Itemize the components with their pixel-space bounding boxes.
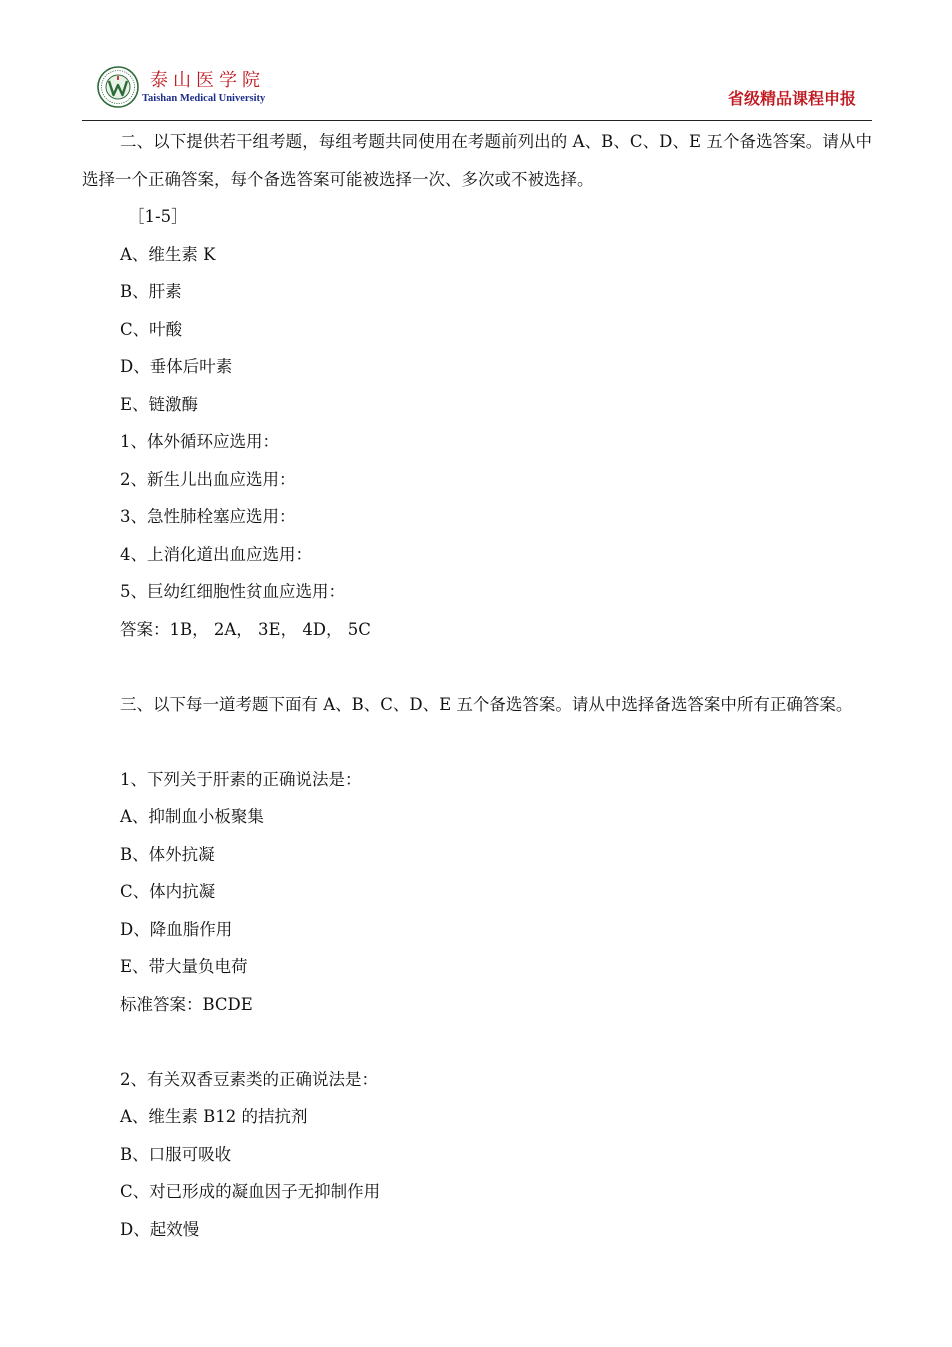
question-2: 2、新生儿出血应选用： bbox=[120, 469, 296, 489]
q1-option-c: C、体内抗凝 bbox=[120, 882, 216, 901]
university-name-cn: 泰山医学院 bbox=[150, 70, 265, 91]
q1-option-e: E、带大量负电荷 bbox=[120, 957, 248, 976]
q1-option-a: A、抑制血小板聚集 bbox=[120, 807, 264, 826]
university-name-en: Taishan Medical University bbox=[142, 93, 266, 104]
document-body bbox=[82, 123, 872, 1248]
q1-stem: 1、下列关于肝素的正确说法是： bbox=[120, 769, 362, 789]
blank-line bbox=[82, 1023, 872, 1061]
course-tag: 省级精品课程申报 bbox=[727, 89, 856, 108]
option-d: D、垂体后叶素 bbox=[120, 357, 233, 376]
header-divider bbox=[82, 120, 872, 121]
q2-option-a: A、维生素 B12 的拮抗剂 bbox=[120, 1107, 308, 1126]
question-3: 3、急性肺栓塞应选用： bbox=[120, 507, 296, 526]
q2-option-c: C、对已形成的凝血因子无抑制作用 bbox=[120, 1182, 381, 1201]
option-c: C、叶酸 bbox=[120, 319, 183, 339]
q2-stem: 2、有关双香豆素类的正确说法是： bbox=[120, 1069, 378, 1089]
option-e: E、链激酶 bbox=[120, 394, 199, 414]
blank-line bbox=[82, 648, 872, 686]
q2-option-b: B、口服可吸收 bbox=[120, 1144, 232, 1164]
option-a: A、维生素 K bbox=[120, 244, 216, 264]
answer-line: 答案：1B， 2A， 3E， 4D， 5C bbox=[120, 619, 371, 639]
question-4: 4、上消化道出血应选用： bbox=[120, 544, 312, 564]
section3-intro: 三、以下每一道考题下面有 A、B、C、D、E 五个备选答案。请从中选择备选答案中所有正确答案。 bbox=[120, 694, 853, 714]
question-5: 5、巨幼红细胞性贫血应选用： bbox=[120, 582, 345, 601]
option-b: B、肝素 bbox=[120, 282, 182, 301]
q2-option-d: D、起效慢 bbox=[120, 1219, 200, 1239]
question-1: 1、体外循环应选用： bbox=[120, 432, 279, 451]
q1-option-d: D、降血脂作用 bbox=[120, 919, 233, 939]
q1-answer: 标准答案：BCDE bbox=[120, 994, 253, 1014]
page-header bbox=[82, 60, 872, 122]
section2-intro: 二、以下提供若干组考题，每组考题共同使用在考题前列出的 A、B、C、D、E 五个备选答案。请从中选择一个正确答案，每个备选答案可能被选择一次、多次或不被选择。 bbox=[82, 132, 872, 189]
blank-line bbox=[82, 723, 872, 761]
q1-option-b: B、体外抗凝 bbox=[120, 844, 215, 864]
group-label: ［1-5］ bbox=[128, 207, 188, 226]
university-logo-icon bbox=[97, 66, 139, 108]
